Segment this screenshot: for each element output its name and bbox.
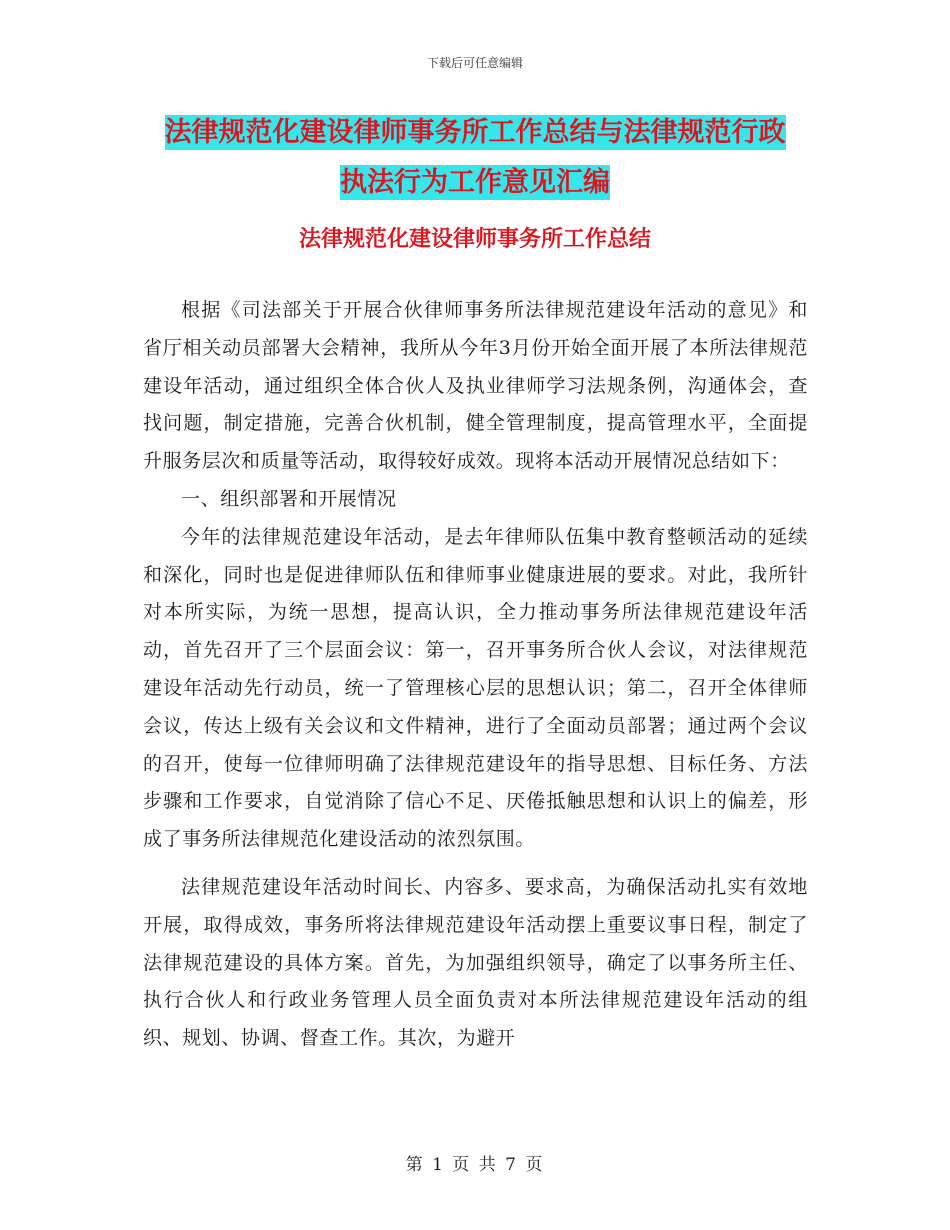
paragraph-3: 今年的法律规范建设年活动，是去年律师队伍集中教育整顿活动的延续和深化，同时也是促进律师队伍和律师事业健康进展的要求。对此，我所针对本所实际，为统一思想，提高认识，全力推动事务所法律规范建设年活动，首先召开了三个层面会议：第一，召开事务所合伙人会议，对法律规范建设年活动先行动员，统一了管理核心层的思想认识；第二，召开全体律师会议，传达上级有关会议和文件精神，进行了全面动员部署；通过两个会议的召开，使每一位律师明确了法律规范建设年的指导思想、目标任务、方法步骤和工作要求，自觉消除了信心不足、厌倦抵触思想和认识上的偏差，形成了事务所法律规范化建设活动的浓烈氛围。 — [143, 525, 808, 851]
document-title — [0, 108, 950, 208]
header-note: 下载后可任意编辑 — [426, 56, 523, 70]
document-title-line-2 — [0, 158, 950, 208]
document-title-line-2-text: 执法行为工作意见汇编 — [340, 167, 610, 198]
page-footer: 第 1 页 共 7 页 — [405, 1155, 545, 1175]
section-title: 法律规范化建设律师事务所工作总结 — [298, 227, 651, 252]
document-title-line-1 — [0, 108, 950, 158]
document-title-line-1-text: 法律规范化建设律师事务所工作总结与法律规范行政 — [164, 117, 786, 148]
paragraph-1: 根据《司法部关于开展合伙律师事务所法律规范建设年活动的意见》和省厅相关动员部署大会精神，我所从今年3月份开始全面开展了本所法律规范建设年活动，通过组织全体合伙人及执业律师学习法规条例，沟通体会，查找问题，制定措施，完善合伙机制，健全管理制度，提高管理水平，全面提升服务层次和质量等活动，取得较好成效。现将本活动开展情况总结如下： — [143, 299, 808, 473]
paragraph-4: 法律规范建设年活动时间长、内容多、要求高，为确保活动扎实有效地开展，取得成效，事务所将法律规范建设年活动摆上重要议事日程，制定了法律规范建设的具体方案。首先，为加强组织领导，确定了以事务所主任、执行合伙人和行政业务管理人员全面负责对本所法律规范建设年活动的组织、规划、协调、督查工作。其次，为避开 — [143, 875, 808, 1050]
body-text — [143, 292, 808, 1058]
paragraph-2-heading: 一、组织部署和开展情况 — [181, 487, 397, 510]
